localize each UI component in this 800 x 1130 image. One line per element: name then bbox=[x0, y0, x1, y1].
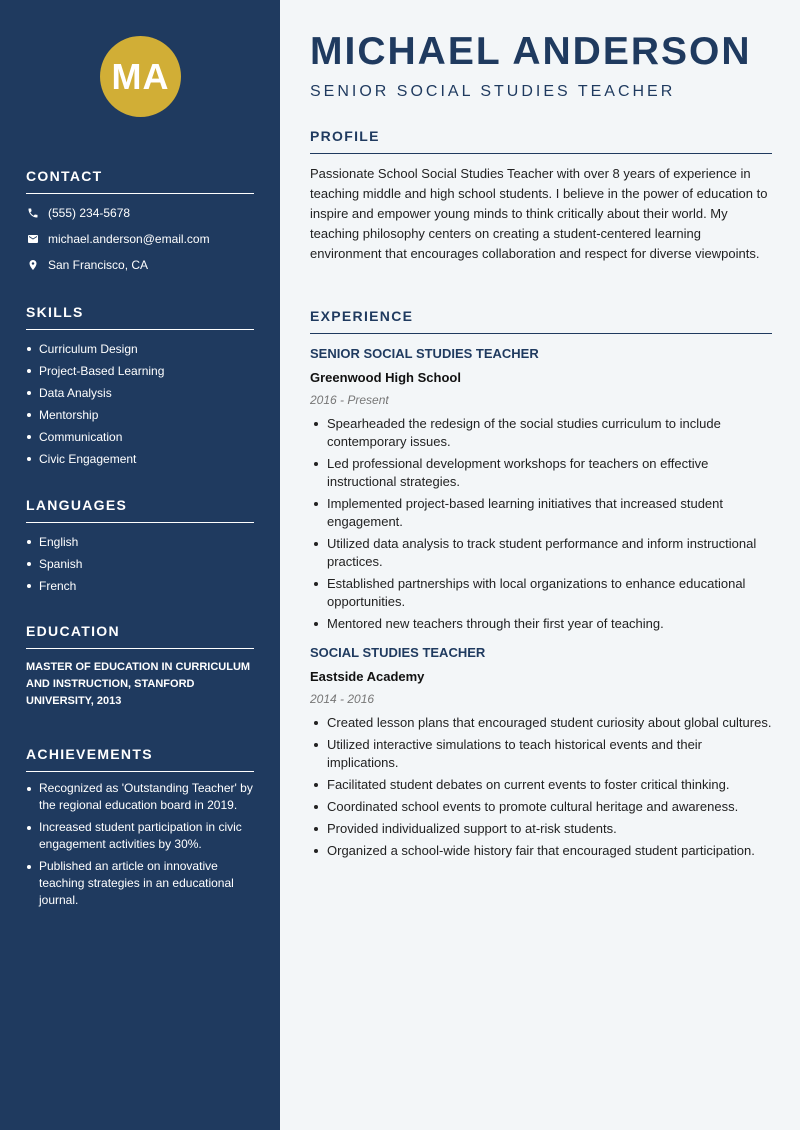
location-text: San Francisco, CA bbox=[48, 258, 149, 272]
achievement-item: Recognized as 'Outstanding Teacher' by the regional education board in 2019. bbox=[26, 780, 254, 814]
location-pin-icon bbox=[26, 258, 40, 272]
languages-section bbox=[26, 497, 254, 597]
candidate-title: SENIOR SOCIAL STUDIES TEACHER bbox=[310, 83, 676, 100]
achievements-heading: ACHIEVEMENTS bbox=[26, 746, 254, 772]
job-bullet: Led professional development workshops for teachers on effective instructional strategies. bbox=[310, 455, 772, 491]
achievements-list bbox=[26, 780, 254, 909]
education-degree: MASTER OF EDUCATION IN CURRICULUM AND INSTRUCTION, STANFORD UNIVERSITY, 2013 bbox=[26, 661, 251, 707]
language-item: English bbox=[26, 531, 254, 553]
job-bullets bbox=[310, 415, 772, 633]
job-bullet: Utilized data analysis to track student performance and inform instructional practices. bbox=[310, 535, 772, 571]
experience-section bbox=[310, 308, 772, 864]
job-bullet: Spearheaded the redesign of the social studies curriculum to include contemporary issues. bbox=[310, 415, 772, 451]
contact-heading: CONTACT bbox=[26, 168, 254, 194]
job-bullet: Organized a school-wide history fair that encouraged student participation. bbox=[310, 842, 772, 860]
job-bullet: Coordinated school events to promote cultural heritage and awareness. bbox=[310, 798, 772, 816]
skill-item: Curriculum Design bbox=[26, 338, 254, 360]
contact-phone bbox=[26, 200, 254, 226]
skill-item: Communication bbox=[26, 426, 254, 448]
job-bullet: Utilized interactive simulations to teach historical events and their implications. bbox=[310, 736, 772, 772]
job-dates: 2016 - Present bbox=[310, 393, 389, 407]
sidebar bbox=[0, 0, 280, 1130]
achievement-item: Published an article on innovative teaching strategies in an educational journal. bbox=[26, 858, 254, 909]
phone-icon bbox=[26, 206, 40, 220]
contact-email bbox=[26, 226, 254, 252]
profile-heading: PROFILE bbox=[310, 128, 772, 154]
job-entry bbox=[310, 346, 772, 633]
education-section bbox=[26, 623, 254, 710]
skill-item: Data Analysis bbox=[26, 382, 254, 404]
job-role: SENIOR SOCIAL STUDIES TEACHER bbox=[310, 346, 539, 361]
job-bullet: Mentored new teachers through their first year of teaching. bbox=[310, 615, 772, 633]
skills-section bbox=[26, 304, 254, 470]
achievement-item: Increased student participation in civic engagement activities by 30%. bbox=[26, 819, 254, 853]
education-heading: EDUCATION bbox=[26, 623, 254, 649]
skills-heading: SKILLS bbox=[26, 304, 254, 330]
job-company: Eastside Academy bbox=[310, 669, 425, 684]
job-bullet: Facilitated student debates on current events to foster critical thinking. bbox=[310, 776, 772, 794]
job-bullet: Provided individualized support to at-risk students. bbox=[310, 820, 772, 838]
job-company: Greenwood High School bbox=[310, 370, 461, 385]
candidate-name: MICHAEL ANDERSON bbox=[310, 30, 752, 73]
contact-section bbox=[26, 168, 254, 278]
job-role: SOCIAL STUDIES TEACHER bbox=[310, 645, 486, 660]
achievements-section bbox=[26, 746, 254, 914]
email-icon bbox=[26, 232, 40, 246]
languages-heading: LANGUAGES bbox=[26, 497, 254, 523]
contact-location bbox=[26, 252, 254, 278]
profile-section bbox=[310, 128, 772, 264]
avatar bbox=[100, 36, 181, 117]
languages-list bbox=[26, 531, 254, 597]
skills-list bbox=[26, 338, 254, 470]
job-bullet: Established partnerships with local organizations to enhance educational opportunities. bbox=[310, 575, 772, 611]
language-item: French bbox=[26, 575, 254, 597]
skill-item: Civic Engagement bbox=[26, 448, 254, 470]
avatar-initials: MA bbox=[111, 55, 170, 97]
language-item: Spanish bbox=[26, 553, 254, 575]
profile-text: Passionate School Social Studies Teacher with over 8 years of experience in teaching middle and high school students. I believe in the power of education to inspire and empower young minds to think critically about their world. My teaching philosophy centers on creating a student-centered learning environment that encourages collaboration and respect for diverse viewpoints. bbox=[310, 166, 768, 261]
job-entry bbox=[310, 645, 772, 860]
experience-heading: EXPERIENCE bbox=[310, 308, 772, 334]
skill-item: Mentorship bbox=[26, 404, 254, 426]
job-bullets bbox=[310, 714, 772, 860]
job-dates: 2014 - 2016 bbox=[310, 692, 375, 706]
job-bullet: Created lesson plans that encouraged student curiosity about global cultures. bbox=[310, 714, 772, 732]
skill-item: Project-Based Learning bbox=[26, 360, 254, 382]
email-link[interactable]: michael.anderson@email.com bbox=[48, 232, 210, 246]
phone-text: (555) 234-5678 bbox=[48, 206, 131, 220]
job-bullet: Implemented project-based learning initiatives that increased student engagement. bbox=[310, 495, 772, 531]
